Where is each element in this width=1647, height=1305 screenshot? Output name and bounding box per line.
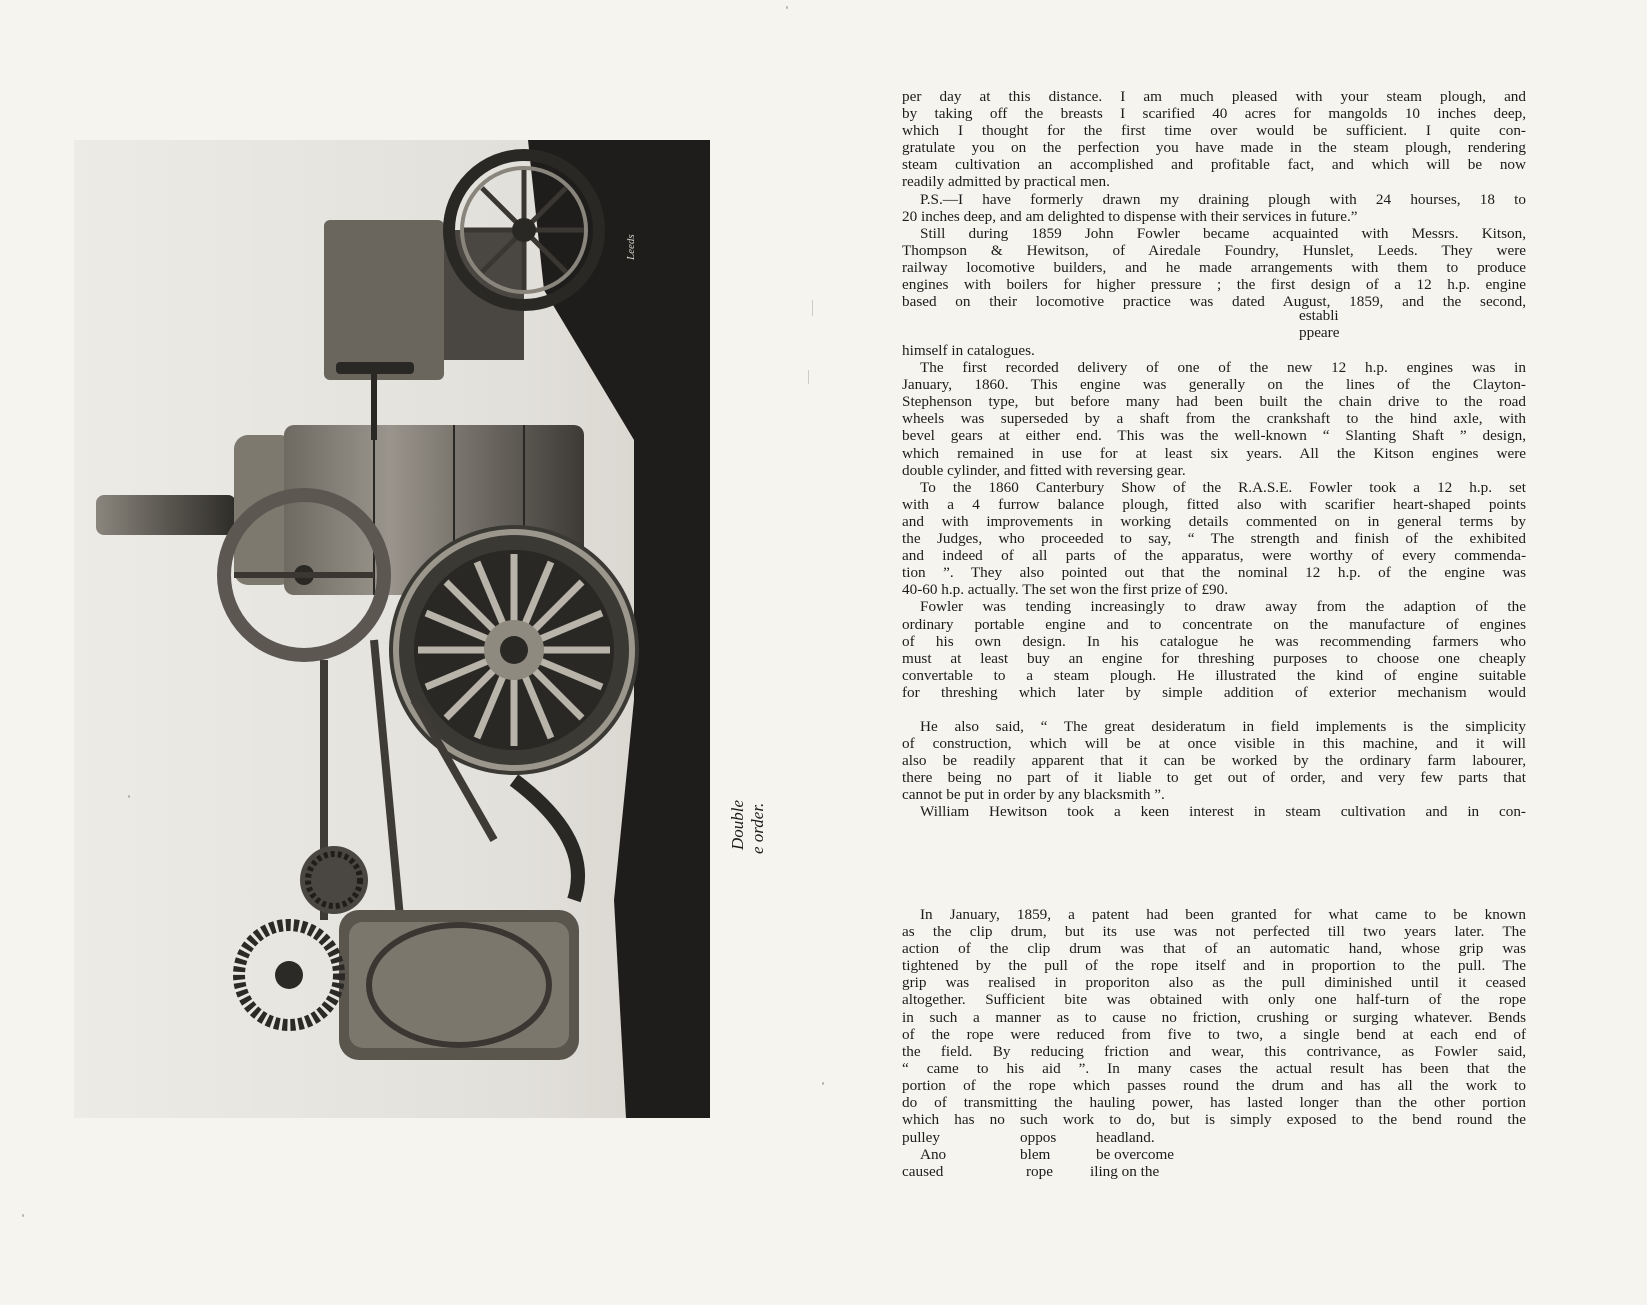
text-line: railway locomotive builders, and he made arrangements with them to produce	[902, 258, 1526, 276]
text-line: tion ”. They also pointed out that the nominal 12 h.p. of the engine was	[902, 564, 1526, 582]
text-line: of his own design. In his catalogue he was recommending farmers who	[902, 632, 1526, 650]
photographer-stamp: Leeds	[625, 234, 637, 260]
engine-photograph	[74, 140, 710, 1118]
text-block-lower	[902, 906, 1526, 1128]
caption-line-2: e order.	[748, 802, 767, 854]
text-line: To the 1860 Canterbury Show of the R.A.S.E. Fowler took a 12 h.p. set	[920, 478, 1526, 496]
text-fragment: pulley	[902, 1129, 940, 1146]
text-line: convertable to a steam plough. He illustrated the kind of engine suitable	[902, 666, 1526, 684]
text-fragment: blem	[1020, 1146, 1051, 1163]
text-line: steam cultivation an accomplished and profitable fact, and which will be now	[902, 156, 1526, 174]
text-line: He also said, “ The great desideratum in field implements is the simplicity	[920, 718, 1526, 735]
text-fragment: headland.	[1096, 1129, 1155, 1146]
text-line: which I thought for the first time over would be sufficient. I quite con-	[902, 122, 1526, 140]
engine-illustration	[74, 140, 710, 1118]
text-line: and with improvements in working details commented on in general terms by	[902, 512, 1526, 530]
plate-caption	[722, 788, 802, 858]
text-line: ordinary portable engine and to concentrate on the manufacture of engines	[902, 615, 1526, 633]
text-line: P.S.—I have formerly drawn my draining plough with 24 hourses, 18 to	[920, 190, 1526, 208]
text-line: gratulate you on the perfection you have made in the steam plough, rendering	[902, 139, 1526, 157]
text-fragment: ppeare	[1299, 324, 1340, 341]
text-line: altogether. Sufficient bite was obtained with only one half-turn of the rope	[902, 991, 1526, 1009]
text-line: of construction, which will be at once visible in this machine, and it will	[902, 735, 1526, 753]
text-line: 20 inches deep, and am delighted to dispense with their services in future.”	[902, 207, 1358, 225]
text-line: the Judges, who proceeded to say, “ The strength and finish of the exhibited	[902, 530, 1526, 548]
text-line: the field. By reducing friction and wear, this contrivance, as Fowler said,	[902, 1042, 1526, 1060]
text-line: William Hewitson took a keen interest in steam cultivation and in con-	[920, 803, 1526, 821]
text-line: “ came to his aid ”. In many cases the actual result has been that the	[902, 1059, 1526, 1077]
text-line: action of the clip drum was that of an automatic hand, whose grip was	[902, 940, 1526, 958]
text-line: which remained in use for at least six years. All the Kitson engines were	[902, 444, 1526, 462]
text-fragment: iling on the	[1090, 1163, 1160, 1180]
text-line: in such a manner as to cause no friction, crushing or surging whatever. Bends	[902, 1008, 1526, 1026]
paper-speck	[822, 1082, 824, 1085]
text-line: Stephenson type, but before many had been built the chain drive to the road	[902, 393, 1526, 411]
text-line: per day at this distance. I am much pleased with your steam plough, and	[902, 88, 1526, 105]
text-line: himself in catalogues.	[902, 342, 1035, 359]
text-line: also be readily apparent that it can be worked by the ordinary farm labourer,	[902, 752, 1526, 770]
text-line: In January, 1859, a patent had been granted for what came to be known	[920, 906, 1526, 923]
text-line: which has no such work to do, but is simply exposed to the bend round the	[902, 1111, 1526, 1129]
text-line: double cylinder, and fitted with reversing gear.	[902, 461, 1186, 479]
paper-speck	[812, 300, 813, 316]
text-line: based on their locomotive practice was dated August, 1859, and the second,	[902, 293, 1526, 311]
text-fragment: rope	[1026, 1163, 1053, 1180]
text-line: grip was realised in proporiton also as the pull diminished until it ceased	[902, 974, 1526, 992]
text-line: must at least buy an engine for threshing purposes to choose one cheaply	[902, 649, 1526, 667]
text-fragment: caused	[902, 1163, 944, 1180]
text-line: and indeed of all parts of the apparatus, were worthy of every commenda-	[902, 547, 1526, 565]
text-fragment: oppos	[1020, 1129, 1057, 1146]
text-fragment: be overcome	[1096, 1146, 1175, 1163]
text-fragment: establi	[1299, 307, 1339, 324]
paper-speck	[128, 795, 130, 798]
text-block-upper-cont	[902, 342, 1526, 701]
text-block-middle	[902, 718, 1526, 821]
text-line: Fowler was tending increasingly to draw away from the adaption of the	[920, 598, 1526, 616]
text-fragment: Ano	[920, 1146, 947, 1163]
text-line: of the rope were reduced from five to two, a single bend at each end of	[902, 1025, 1526, 1043]
text-line: 40-60 h.p. actually. The set won the first prize of £90.	[902, 581, 1229, 599]
text-block-upper	[902, 88, 1526, 310]
text-line: do of transmitting the hauling power, has lasted longer than the other portion	[902, 1094, 1526, 1112]
text-line: The first recorded delivery of one of the new 12 h.p. engines was in	[920, 359, 1526, 377]
text-line: engines with boilers for higher pressure ; the first design of a 12 h.p. engine	[902, 276, 1526, 294]
text-line: readily admitted by practical men.	[902, 173, 1110, 191]
text-line: there being no part of it liable to get out of order, and very few parts that	[902, 769, 1526, 787]
paper-speck	[808, 370, 809, 384]
text-line: tightened by the pull of the rope itself and in proportion to the pull. The	[902, 957, 1526, 975]
paper-speck	[786, 6, 788, 9]
caption-line-1: Double	[728, 799, 747, 850]
text-line: January, 1860. This engine was generally on the lines of the Clayton-	[902, 376, 1526, 394]
text-line: bevel gears at either end. This was the well-known “ Slanting Shaft ” design,	[902, 427, 1526, 445]
text-line: Still during 1859 John Fowler became acquainted with Messrs. Kitson,	[920, 224, 1526, 242]
text-line: portion of the rope which passes round the drum and has all the work to	[902, 1076, 1526, 1094]
text-line: by taking off the breasts I scarified 40 acres for mangolds 10 inches deep,	[902, 105, 1526, 123]
paper-speck	[22, 1214, 24, 1217]
left-page	[0, 0, 818, 1305]
text-line: cannot be put in order by any blacksmith ”.	[902, 786, 1165, 804]
text-line: with a 4 furrow balance plough, fitted also with scarifier heart-shaped points	[902, 495, 1526, 513]
text-line: wheels was superseded by a shaft from the crankshaft to the hind axle, with	[902, 410, 1526, 428]
text-line: for threshing which later by simple addition of exterior mechanism would	[902, 683, 1526, 701]
text-line: Thompson & Hewitson, of Airedale Foundry, Hunslet, Leeds. They were	[902, 241, 1526, 259]
text-line: as the clip drum, but its use was not perfected till two years later. The	[902, 923, 1526, 941]
